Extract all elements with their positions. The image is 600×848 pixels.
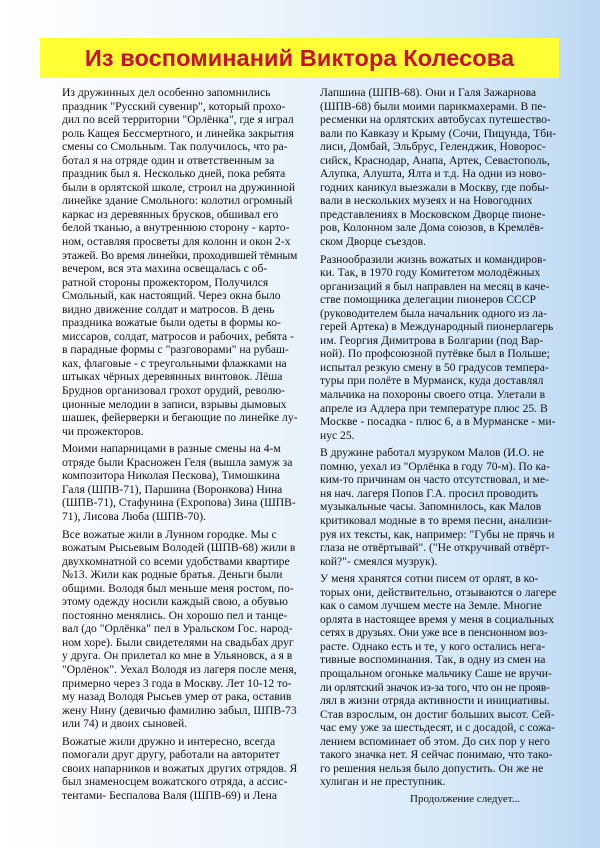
text-line: торых они, действительно, отзываются о лагере: [320, 585, 557, 599]
text-line: миссаров, солдат, матросов и рабочих, ребята -: [62, 329, 294, 343]
text-line: были в орлятской школе, строил на дружинной: [62, 180, 296, 194]
text-line: музыкальные часы. Запомнилось, как Малов: [320, 500, 542, 514]
text-line: своих напарников и вожатых других отрядов. Я: [62, 761, 298, 775]
text-line: час ему уже за шестьдесят, и с досадой, с сожа-: [320, 721, 556, 735]
text-line: №13. Жили как родные братья. Деньги были: [62, 568, 283, 582]
text-line: шашек, фейерверки и бегающие по линейке лу-: [62, 411, 298, 425]
text-line: тивные воспоминания. Так, в одну из смен на: [320, 653, 546, 667]
text-line: примерно через 3 года в Москву. Лет 10-12 то-: [62, 676, 292, 690]
text-line: Из дружинных дел особенно запомнились: [62, 86, 271, 99]
text-line: белой тканью, а внутреннюю сторону - карто-: [62, 221, 290, 235]
text-line: дил по всей территории "Орлёнка", где я играл: [62, 113, 294, 127]
text-line: ском Дворце съездов.: [320, 235, 427, 249]
text-line: глаза не отвёртывай". ("Не откручивай отвёрт-: [320, 541, 550, 555]
text-line: ном, оставляя просветы для колонн и окон 2-х: [62, 235, 291, 249]
text-line: сийск, Краснодар, Анапа, Артек, Севастополь,: [320, 153, 550, 167]
text-line: или 74) и двоих сыновей.: [62, 717, 188, 731]
text-line: расте. Однако есть и те, у кого остались нега-: [320, 639, 546, 653]
text-line: сетях в друзьях. Они уже все в пенсионном воз-: [320, 626, 548, 640]
text-line: каркас из деревянных брусков, обшивал его: [62, 207, 279, 221]
text-line: (ШПВ-68) были моими парикмахерами. В пе-: [320, 99, 547, 113]
article-paragraph: [306, 446, 556, 568]
text-line: роль Кащея Бессмертного, и линейка закрытия: [62, 126, 294, 140]
text-line: В дружине работал музруком Малов (И.О. не: [320, 446, 545, 460]
text-line: штыках чёрных деревянных винтовок. Лёша: [62, 370, 283, 384]
text-line: этому одежду носили каждый свою, а обувью: [62, 595, 288, 609]
article-paragraph: [48, 86, 298, 438]
text-line: критиковал модные в то время песни, анализи-: [320, 513, 552, 527]
text-line: вечером, вся эта махина освещалась с об-: [62, 262, 268, 276]
text-line: ли орлятский значок из-за того, что он не прояв-: [320, 680, 550, 694]
article-paragraph: [306, 253, 556, 443]
continued-note: Продолжение следует...: [410, 793, 520, 805]
text-line: вали в нескольких музеях и на Новогодних: [320, 194, 533, 208]
text-line: этажей. Во время линейки, проходившей тёмным: [62, 248, 298, 262]
text-line: тентами- Беспалова Валя (ШПВ-69) и Лена: [62, 788, 277, 802]
text-line: Бруднов организовал грохот орудий, револю-: [62, 384, 286, 398]
article-paragraph: [306, 86, 556, 249]
text-line: такого значка нет. Я сейчас понимаю, что тако-: [320, 748, 553, 762]
text-line: (руководителем была начальник одного из ла-: [320, 306, 547, 320]
text-line: им. Георгия Димитрова в Болгарии (под Вар-: [320, 333, 544, 347]
text-line: представлениях в Московском Дворце пионе-: [320, 207, 546, 221]
text-line: ким-то причинам он часто отсутствовал, и ме-: [320, 473, 549, 487]
text-line: ной). По профсоюзной путёвке был в Польше;: [320, 347, 550, 361]
text-line: ботал я на отряде один и ответственным за: [62, 153, 275, 167]
page-title: Из воспоминаний Виктора Колесова: [84, 44, 515, 71]
text-line: 71), Лисова Люба (ШПВ-70).: [62, 509, 206, 523]
text-line: двухкомнатной со всеми удобствами квартире: [62, 554, 290, 568]
text-line: праздника вожатые были одеты в формы ко-: [62, 316, 281, 330]
text-line: ня нач. лагеря Попов Г.А. просил проводить: [320, 486, 538, 500]
text-line: герей Артека) в Международный пионерлагерь: [320, 320, 554, 334]
text-line: мальчика на похороны своего отца. Улетали в: [320, 388, 546, 402]
text-line: ционные мелодии в записи, взрывы дымовых: [62, 397, 287, 411]
text-line: ки. Так, в 1970 году Комитетом молодёжных: [320, 266, 541, 280]
text-line: прощальном огоньке мальчику Саше не вручи-: [320, 666, 552, 680]
text-line: Смольный, как настоящий. Через окна было: [62, 289, 281, 303]
text-line: орлята в настоящее время у меня в социальных: [320, 612, 555, 626]
text-line: у друга. Он прилетал ко мне в Ульяновск, а я в: [62, 649, 293, 663]
text-line: лял в жизни отряда активности и инициативы.: [320, 694, 550, 708]
text-line: испытал резкую смену в 50 градусов темпера-: [320, 360, 549, 374]
text-line: праздник был я. Несколько дней, пока ребята: [62, 167, 286, 181]
text-line: (ШПВ-71), Стафунина (Ехропова) Зина (ШПВ-: [62, 496, 296, 510]
text-line: Разнообразили жизнь вожатых и командиров-: [320, 252, 547, 266]
text-line: помогали друг другу, работали на авторитет: [62, 748, 280, 762]
text-line: линейке здание Смольного: колотил огромный: [62, 194, 293, 208]
text-line: композитора Николая Пескова), Тимошкина: [62, 469, 280, 483]
text-line: руя их тексты, как, например: "Губы не прячь и: [320, 527, 555, 541]
text-line: как о самом лучшем месте на Земле. Многие: [320, 599, 542, 613]
text-line: вал (до "Орлёнка" пел в Уральском Гос. народ-: [62, 622, 293, 636]
right-column: [306, 86, 556, 789]
text-line: Вожатые жили дружно и интересно, всегда: [62, 734, 276, 748]
text-line: ках, флаговые - с треугольными флажками на: [62, 356, 287, 370]
text-line: годних каникул выезжали в Москву, где побы-: [320, 180, 549, 194]
left-column: [48, 86, 298, 802]
text-line: организаций я был направлен на месяц в каче-: [320, 279, 550, 293]
text-line: видно движение солдат и матросов. В день: [62, 302, 275, 316]
text-line: апреле из Адлера при температуре плюс 25. В: [320, 401, 548, 415]
text-line: общими. Володя был меньше меня ростом, по-: [62, 581, 294, 595]
text-line: Лапшина (ШПВ-68). Они и Галя Зажарнова: [320, 86, 537, 99]
article-paragraph: [48, 442, 298, 523]
text-line: ратной стороны прожектором, Получился: [62, 275, 269, 289]
text-line: стве помощника делегации пионеров СССР: [320, 293, 536, 307]
text-line: Алупка, Алушта, Ялта и т.д. На одни из ново-: [320, 167, 547, 181]
text-line: постоянно менялись. Он хорошо пел и танце-: [62, 608, 288, 622]
text-line: вали по Кавказу и Крыму (Сочи, Пицунда, Тби-: [320, 126, 557, 140]
text-line: го решения нельзя было допустить. Он же не: [320, 761, 544, 775]
text-line: ном хоре). Были свидетелями на свадьбах друг: [62, 635, 294, 649]
text-line: ресменки на орлятских автобусах путешество-: [320, 113, 551, 127]
text-line: нус 25.: [320, 428, 355, 442]
text-line: Галя (ШПВ-71), Паршина (Воронкова) Нина: [62, 482, 283, 496]
title-banner: [40, 38, 559, 78]
text-line: жену Нину (девичью фамилию забыл, ШПВ-73: [62, 703, 297, 717]
text-line: праздник "Русский сувенир", который прохо-: [62, 99, 286, 113]
text-line: в парадные формы с "разговорами" на рубаш-: [62, 343, 289, 357]
text-line: Все вожатые жили в Лунном городке. Мы с: [62, 527, 277, 541]
text-line: лением вспоминает об этом. До сих пор у него: [320, 734, 550, 748]
text-line: туры при полёте в Мурманск, куда доставлял: [320, 374, 544, 388]
text-line: Став взрослым, он достиг больших высот. Сей-: [320, 707, 555, 721]
text-line: лиси, Домбай, Эльбрус, Геленджик, Новорос-: [320, 140, 546, 154]
article-paragraph: [48, 735, 298, 803]
article-paragraph: [306, 572, 556, 789]
text-line: У меня хранятся сотни писем от орлят, в ко-: [320, 572, 539, 586]
text-line: был знаменосцем вожатского отряда, а ассис-: [62, 775, 288, 789]
text-line: смены со Смольным. Так получилось, что ра-: [62, 140, 288, 154]
text-line: чи прожекторов.: [62, 424, 144, 438]
text-line: помню, уехал из "Орлёнка в году 70-м). По ка-: [320, 459, 550, 473]
text-line: вожатым Рысьевым Володей (ШПВ-68) жили в: [62, 541, 296, 555]
text-line: ров, Колонном зале Дома союзов, в Кремлёв-: [320, 221, 544, 235]
text-line: му назад Володя Рысьев умер от рака, оставив: [62, 690, 292, 704]
text-line: отряде были Красножен Геля (вышла замуж за: [62, 455, 293, 469]
text-line: хулиган и не преступник.: [320, 775, 446, 789]
text-line: кой?"- смеялся музрук).: [320, 554, 438, 568]
text-line: Москве - посадка - плюс 6, а в Мурманске - ми-: [320, 415, 556, 429]
text-line: Моими напарницами в разные смены на 4-м: [62, 442, 281, 456]
article-paragraph: [48, 528, 298, 731]
text-line: "Орлёнок". Уехал Володя из лагеря после меня,: [62, 662, 297, 676]
